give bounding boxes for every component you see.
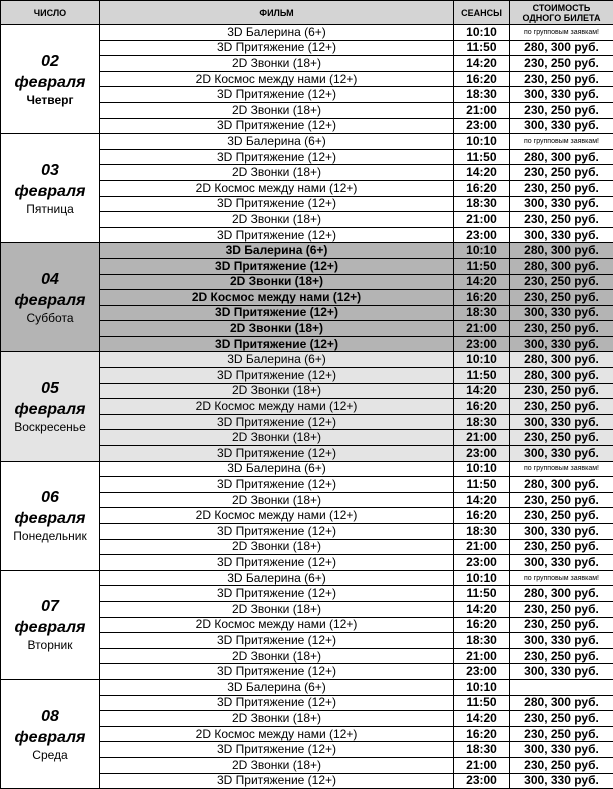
ticket-price: 300, 330 руб. (510, 555, 613, 571)
session-time: 11:50 (454, 40, 510, 56)
film-title: 3D Балерина (6+) (100, 243, 454, 259)
day-block (1, 352, 613, 461)
header-row (1, 1, 613, 25)
session-time: 16:20 (454, 180, 510, 196)
ticket-price: 300, 330 руб. (510, 196, 613, 212)
session-row (1, 679, 613, 695)
day-weekday: Вторник (1, 638, 99, 653)
ticket-price: по групповым заявкам! (510, 25, 613, 41)
ticket-price: 230, 250 руб. (510, 617, 613, 633)
day-weekday: Четверг (1, 93, 99, 108)
header-sessions: СЕАНСЫ (454, 1, 510, 25)
date-cell (1, 570, 100, 679)
film-title: 3D Притяжение (12+) (100, 414, 454, 430)
session-time: 21:00 (454, 539, 510, 555)
session-time: 21:00 (454, 430, 510, 446)
film-title: 3D Притяжение (12+) (100, 633, 454, 649)
session-time: 11:50 (454, 695, 510, 711)
ticket-price: 230, 250 руб. (510, 165, 613, 181)
session-time: 16:20 (454, 508, 510, 524)
ticket-price: по групповым заявкам! (510, 134, 613, 150)
date-cell (1, 352, 100, 461)
session-time: 23:00 (454, 227, 510, 243)
session-time: 21:00 (454, 648, 510, 664)
film-title: 3D Притяжение (12+) (100, 773, 454, 789)
film-title: 3D Притяжение (12+) (100, 586, 454, 602)
session-row (1, 134, 613, 150)
ticket-price: 280, 300 руб. (510, 258, 613, 274)
session-time: 14:20 (454, 56, 510, 72)
day-block (1, 134, 613, 243)
film-title: 3D Притяжение (12+) (100, 87, 454, 103)
ticket-price: 230, 250 руб. (510, 508, 613, 524)
session-time: 10:10 (454, 134, 510, 150)
session-time: 16:20 (454, 726, 510, 742)
ticket-price: 300, 330 руб. (510, 414, 613, 430)
ticket-price (510, 679, 613, 695)
film-title: 2D Звонки (18+) (100, 321, 454, 337)
session-row (1, 25, 613, 41)
session-time: 14:20 (454, 601, 510, 617)
session-time: 18:30 (454, 196, 510, 212)
ticket-price: 230, 250 руб. (510, 102, 613, 118)
session-time: 14:20 (454, 274, 510, 290)
session-time: 10:10 (454, 352, 510, 368)
session-time: 23:00 (454, 336, 510, 352)
session-time: 23:00 (454, 446, 510, 462)
day-month: февраля (1, 290, 99, 311)
day-number: 08 (1, 706, 99, 727)
film-title: 2D Звонки (18+) (100, 648, 454, 664)
film-title: 2D Звонки (18+) (100, 56, 454, 72)
ticket-price: 230, 250 руб. (510, 492, 613, 508)
session-time: 18:30 (454, 524, 510, 540)
film-title: 3D Притяжение (12+) (100, 742, 454, 758)
ticket-price: 230, 250 руб. (510, 539, 613, 555)
day-month: февраля (1, 727, 99, 748)
ticket-price: 300, 330 руб. (510, 118, 613, 134)
session-time: 21:00 (454, 212, 510, 228)
ticket-price: 280, 300 руб. (510, 149, 613, 165)
session-time: 23:00 (454, 664, 510, 680)
film-title: 2D Звонки (18+) (100, 601, 454, 617)
film-title: 2D Космос между нами (12+) (100, 71, 454, 87)
film-title: 3D Притяжение (12+) (100, 695, 454, 711)
ticket-price: 230, 250 руб. (510, 399, 613, 415)
film-title: 3D Притяжение (12+) (100, 227, 454, 243)
session-row (1, 352, 613, 368)
date-cell (1, 134, 100, 243)
session-time: 11:50 (454, 477, 510, 493)
film-title: 2D Звонки (18+) (100, 274, 454, 290)
session-time: 18:30 (454, 87, 510, 103)
header-price-line1: СТОИМОСТЬ (533, 3, 591, 13)
film-title: 3D Притяжение (12+) (100, 118, 454, 134)
day-number: 07 (1, 596, 99, 617)
session-time: 14:20 (454, 492, 510, 508)
ticket-price: 230, 250 руб. (510, 757, 613, 773)
day-weekday: Суббота (1, 311, 99, 326)
session-row (1, 570, 613, 586)
header-price-line2: ОДНОГО БИЛЕТА (523, 13, 601, 23)
session-time: 10:10 (454, 25, 510, 41)
session-time: 18:30 (454, 742, 510, 758)
session-time: 11:50 (454, 258, 510, 274)
session-time: 23:00 (454, 555, 510, 571)
header-film: ФИЛЬМ (100, 1, 454, 25)
ticket-price: 300, 330 руб. (510, 305, 613, 321)
day-block (1, 570, 613, 679)
film-title: 3D Балерина (6+) (100, 679, 454, 695)
session-time: 21:00 (454, 102, 510, 118)
ticket-price: 230, 250 руб. (510, 430, 613, 446)
film-title: 2D Звонки (18+) (100, 757, 454, 773)
film-title: 2D Звонки (18+) (100, 430, 454, 446)
ticket-price: 300, 330 руб. (510, 773, 613, 789)
ticket-price: 280, 300 руб. (510, 243, 613, 259)
ticket-price: по групповым заявкам! (510, 570, 613, 586)
ticket-price: 230, 250 руб. (510, 648, 613, 664)
film-title: 2D Звонки (18+) (100, 212, 454, 228)
day-number: 02 (1, 51, 99, 72)
header-price (510, 1, 613, 25)
film-title: 2D Звонки (18+) (100, 102, 454, 118)
date-cell (1, 243, 100, 352)
session-time: 10:10 (454, 679, 510, 695)
film-title: 2D Космос между нами (12+) (100, 508, 454, 524)
session-row (1, 461, 613, 477)
film-title: 2D Космос между нами (12+) (100, 726, 454, 742)
session-time: 11:50 (454, 368, 510, 384)
session-time: 16:20 (454, 399, 510, 415)
ticket-price: 230, 250 руб. (510, 321, 613, 337)
day-month: февраля (1, 72, 99, 93)
film-title: 3D Притяжение (12+) (100, 40, 454, 56)
day-month: февраля (1, 617, 99, 638)
film-title: 3D Притяжение (12+) (100, 446, 454, 462)
film-title: 3D Балерина (6+) (100, 134, 454, 150)
film-title: 2D Космос между нами (12+) (100, 290, 454, 306)
film-title: 3D Притяжение (12+) (100, 258, 454, 274)
day-number: 03 (1, 160, 99, 181)
ticket-price: 280, 300 руб. (510, 586, 613, 602)
session-time: 18:30 (454, 633, 510, 649)
film-title: 3D Балерина (6+) (100, 461, 454, 477)
film-title: 2D Космос между нами (12+) (100, 617, 454, 633)
day-block (1, 25, 613, 134)
ticket-price: 230, 250 руб. (510, 601, 613, 617)
session-time: 11:50 (454, 586, 510, 602)
ticket-price: 230, 250 руб. (510, 180, 613, 196)
session-time: 10:10 (454, 461, 510, 477)
ticket-price: 300, 330 руб. (510, 227, 613, 243)
ticket-price: 230, 250 руб. (510, 56, 613, 72)
day-block (1, 243, 613, 352)
date-cell (1, 679, 100, 788)
ticket-price: 230, 250 руб. (510, 71, 613, 87)
date-cell (1, 25, 100, 134)
session-time: 16:20 (454, 290, 510, 306)
film-title: 3D Притяжение (12+) (100, 664, 454, 680)
film-title: 3D Притяжение (12+) (100, 196, 454, 212)
ticket-price: 280, 300 руб. (510, 695, 613, 711)
ticket-price: 300, 330 руб. (510, 87, 613, 103)
date-cell (1, 461, 100, 570)
ticket-price: 230, 250 руб. (510, 212, 613, 228)
header-date: ЧИСЛО (1, 1, 100, 25)
film-title: 3D Притяжение (12+) (100, 368, 454, 384)
session-time: 21:00 (454, 321, 510, 337)
session-time: 14:20 (454, 383, 510, 399)
session-time: 18:30 (454, 414, 510, 430)
film-title: 3D Балерина (6+) (100, 570, 454, 586)
day-number: 05 (1, 378, 99, 399)
day-number: 06 (1, 487, 99, 508)
session-time: 16:20 (454, 617, 510, 633)
day-weekday: Воскресенье (1, 420, 99, 435)
film-title: 2D Звонки (18+) (100, 711, 454, 727)
ticket-price: 280, 300 руб. (510, 352, 613, 368)
ticket-price: 230, 250 руб. (510, 290, 613, 306)
ticket-price: 300, 330 руб. (510, 446, 613, 462)
ticket-price: 280, 300 руб. (510, 477, 613, 493)
film-title: 2D Звонки (18+) (100, 383, 454, 399)
ticket-price: 230, 250 руб. (510, 726, 613, 742)
film-title: 3D Балерина (6+) (100, 25, 454, 41)
ticket-price: 300, 330 руб. (510, 664, 613, 680)
day-weekday: Пятница (1, 202, 99, 217)
day-weekday: Понедельник (1, 529, 99, 544)
film-title: 3D Притяжение (12+) (100, 305, 454, 321)
ticket-price: по групповым заявкам! (510, 461, 613, 477)
session-time: 23:00 (454, 118, 510, 134)
ticket-price: 300, 330 руб. (510, 524, 613, 540)
film-title: 3D Притяжение (12+) (100, 524, 454, 540)
day-block (1, 679, 613, 788)
day-month: февраля (1, 181, 99, 202)
film-title: 2D Звонки (18+) (100, 165, 454, 181)
day-weekday: Среда (1, 748, 99, 763)
ticket-price: 300, 330 руб. (510, 336, 613, 352)
ticket-price: 230, 250 руб. (510, 383, 613, 399)
day-month: февраля (1, 508, 99, 529)
session-time: 11:50 (454, 149, 510, 165)
session-time: 10:10 (454, 243, 510, 259)
session-time: 16:20 (454, 71, 510, 87)
film-title: 2D Космос между нами (12+) (100, 399, 454, 415)
session-time: 10:10 (454, 570, 510, 586)
day-block (1, 461, 613, 570)
ticket-price: 300, 330 руб. (510, 742, 613, 758)
film-title: 2D Звонки (18+) (100, 539, 454, 555)
film-title: 2D Звонки (18+) (100, 492, 454, 508)
session-time: 14:20 (454, 165, 510, 181)
session-time: 18:30 (454, 305, 510, 321)
session-time: 23:00 (454, 773, 510, 789)
day-number: 04 (1, 269, 99, 290)
film-title: 3D Притяжение (12+) (100, 149, 454, 165)
film-title: 2D Космос между нами (12+) (100, 180, 454, 196)
session-time: 14:20 (454, 711, 510, 727)
ticket-price: 230, 250 руб. (510, 274, 613, 290)
day-month: февраля (1, 399, 99, 420)
film-title: 3D Притяжение (12+) (100, 336, 454, 352)
ticket-price: 280, 300 руб. (510, 368, 613, 384)
film-title: 3D Притяжение (12+) (100, 477, 454, 493)
session-row (1, 243, 613, 259)
session-time: 21:00 (454, 757, 510, 773)
film-title: 3D Балерина (6+) (100, 352, 454, 368)
ticket-price: 300, 330 руб. (510, 633, 613, 649)
film-title: 3D Притяжение (12+) (100, 555, 454, 571)
ticket-price: 280, 300 руб. (510, 40, 613, 56)
ticket-price: 230, 250 руб. (510, 711, 613, 727)
